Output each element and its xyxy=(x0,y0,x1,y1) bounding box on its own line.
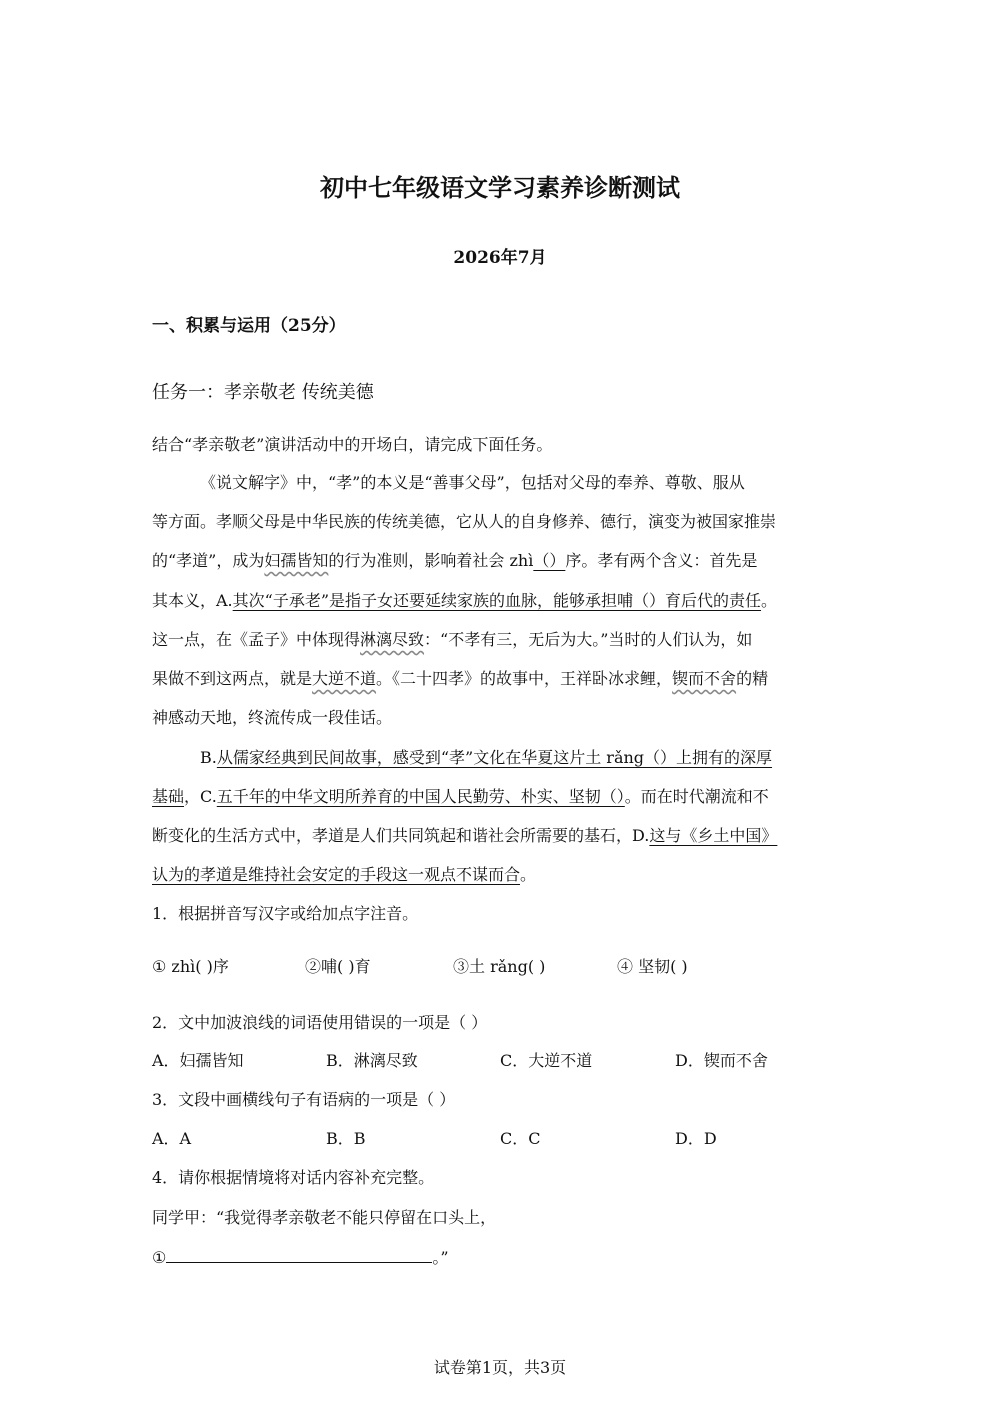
passage-line: 的“孝道”，成为妇孺皆知的行为准则，影响着社会 zhì（）序。孝有两个含义：首先是 xyxy=(152,551,758,570)
underlined-sentence-c: 五千年的中华文明所养育的中国人民勤劳、朴实、坚韧（） xyxy=(216,787,625,806)
underlined-sentence-d: 这与《乡土中国》 xyxy=(649,826,778,845)
underlined-blank: （） xyxy=(533,551,566,570)
q1-item: ③土 rǎng( ) xyxy=(453,957,546,976)
q2-option-d: D．锲而不舍 xyxy=(675,1051,768,1070)
wavy-word: 妇孺皆知 xyxy=(264,551,329,570)
question-1-stem: 1．根据拼音写汉字或给加点字注音。 xyxy=(152,904,419,923)
passage-line: 果做不到这两点，就是大逆不道。《二十四孝》的故事中，王祥卧冰求鲤，锲而不舍的精 xyxy=(152,669,769,688)
q1-item: ① zhì( )序 xyxy=(152,957,229,976)
section-heading: 一、积累与运用（25分） xyxy=(152,316,346,336)
q3-option-c: C．C xyxy=(500,1129,541,1148)
exam-date: 2026年7月 xyxy=(453,248,547,268)
page-title: 初中七年级语文学习素养诊断测试 xyxy=(320,173,680,202)
passage-line: 断变化的生活方式中，孝道是人们共同筑起和谐社会所需要的基石，D.这与《乡土中国》 xyxy=(152,826,778,845)
task-intro: 结合“孝亲敬老”演讲活动中的开场白，请完成下面任务。 xyxy=(152,435,553,454)
q2-option-c: C．大逆不道 xyxy=(500,1051,593,1070)
question-4-stem: 4．请你根据情境将对话内容补充完整。 xyxy=(152,1168,435,1187)
q3-option-a: A．A xyxy=(152,1129,192,1148)
q2-option-a: A．妇孺皆知 xyxy=(152,1051,244,1070)
underlined-sentence-b: 从儒家经典到民间故事，感受到“孝”文化在华夏这片土 rǎng（）上拥有的深厚 xyxy=(216,748,773,767)
passage-line: 等方面。孝顺父母是中华民族的传统美德，它从人的自身修养、德行，演变为被国家推崇 xyxy=(152,512,777,531)
passage-line: 认为的孝道是维持社会安定的手段这一观点不谋而合。 xyxy=(152,865,537,884)
wavy-word: 大逆不道 xyxy=(312,669,377,688)
q1-item: ④ 坚韧( ) xyxy=(617,957,688,976)
q3-option-d: D．D xyxy=(675,1129,717,1148)
answer-line: ① 。” xyxy=(152,1244,449,1270)
q2-option-b: B．淋漓尽致 xyxy=(326,1051,418,1070)
page-footer: 试卷第1页，共3页 xyxy=(433,1358,567,1377)
q3-option-b: B．B xyxy=(326,1129,366,1148)
answer-blank[interactable] xyxy=(166,1244,432,1263)
underlined-sentence-b: 基础 xyxy=(152,787,185,806)
wavy-word: 淋漓尽致 xyxy=(360,630,425,649)
question-3-stem: 3．文段中画横线句子有语病的一项是（ ） xyxy=(152,1090,456,1109)
wavy-word: 锲而不舍 xyxy=(672,669,737,688)
passage-line: 这一点，在《孟子》中体现得淋漓尽致：“不孝有三，无后为大。”当时的人们认为，如 xyxy=(152,630,753,649)
dialogue-line: 同学甲：“我觉得孝亲敬老不能只停留在口头上， xyxy=(152,1208,497,1227)
passage-line: 其本义，A.其次“子承老”是指子女还要延续家族的血脉，能够承担哺（）育后代的责任。 xyxy=(152,591,778,610)
task-heading: 任务一：孝亲敬老 传统美德 xyxy=(152,382,374,403)
passage-line: 基础，C.五千年的中华文明所养育的中国人民勤劳、朴实、坚韧（）。而在时代潮流和不 xyxy=(152,787,769,806)
q1-item: ②哺( )育 xyxy=(305,957,371,976)
underlined-sentence-a: 其次“子承老”是指子女还要延续家族的血脉，能够承担哺（）育后代的责任 xyxy=(232,591,762,610)
passage-line: B.从儒家经典到民间故事，感受到“孝”文化在华夏这片土 rǎng（）上拥有的深厚 xyxy=(200,748,773,767)
underlined-sentence-d: 认为的孝道是维持社会安定的手段这一观点不谋而合 xyxy=(152,865,521,884)
question-2-stem: 2．文中加波浪线的词语使用错误的一项是（ ） xyxy=(152,1013,488,1032)
passage-line: 《说文解字》中，“孝”的本义是“善事父母”，包括对父母的奉养、尊敬、服从 xyxy=(200,473,745,492)
passage-line: 神感动天地，终流传成一段佳话。 xyxy=(152,708,393,727)
